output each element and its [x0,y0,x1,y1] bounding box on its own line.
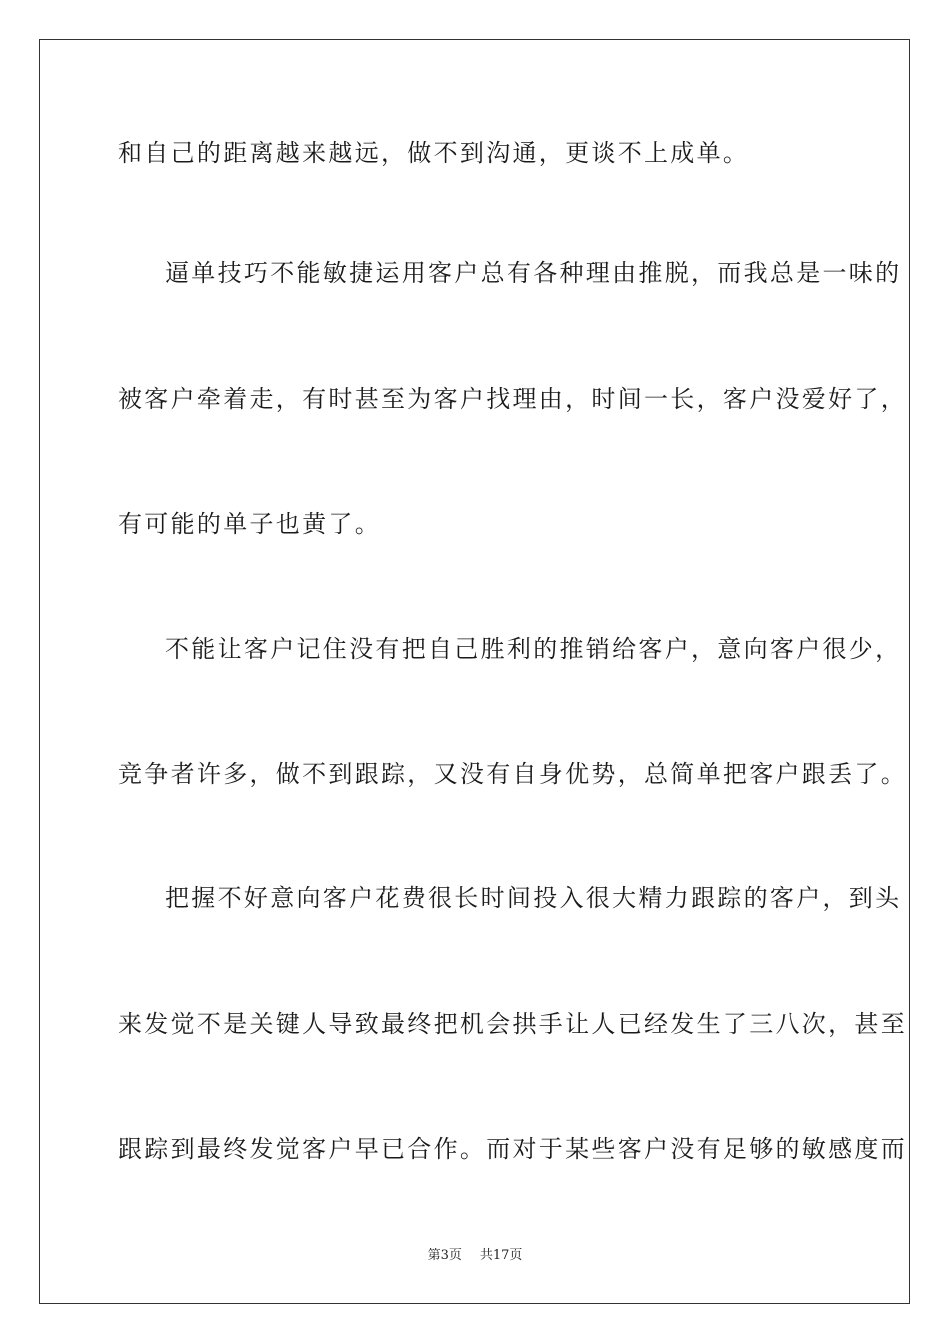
paragraph-line: 不能让客户记住没有把自己胜利的推销给客户，意向客户很少， [165,635,902,663]
paragraph-line: 逼单技巧不能敏捷运用客户总有各种理由推脱，而我总是一味的 [165,259,902,287]
page-footer [0,1248,950,1264]
paragraph-line: 有可能的单子也黄了。 [118,510,381,538]
paragraph-line: 来发觉不是关键人导致最终把机会拱手让人已经发生了三八次，甚至 [118,1010,907,1038]
page-number: 第3页 [427,1248,462,1263]
paragraph-line: 被客户牵着走，有时甚至为客户找理由，时间一长，客户没爱好了， [118,385,907,413]
paragraph-line: 和自己的距离越来越远，做不到沟通，更谈不上成单。 [118,139,750,167]
paragraph-line: 把握不好意向客户花费很长时间投入很大精力跟踪的客户，到头 [165,884,902,912]
paragraph-line: 跟踪到最终发觉客户早已合作。而对于某些客户没有足够的敏感度而 [118,1135,907,1163]
page-border [39,39,910,1304]
page-count: 共17页 [479,1248,523,1263]
paragraph-line: 竞争者许多，做不到跟踪，又没有自身优势，总简单把客户跟丢了。 [118,760,907,788]
